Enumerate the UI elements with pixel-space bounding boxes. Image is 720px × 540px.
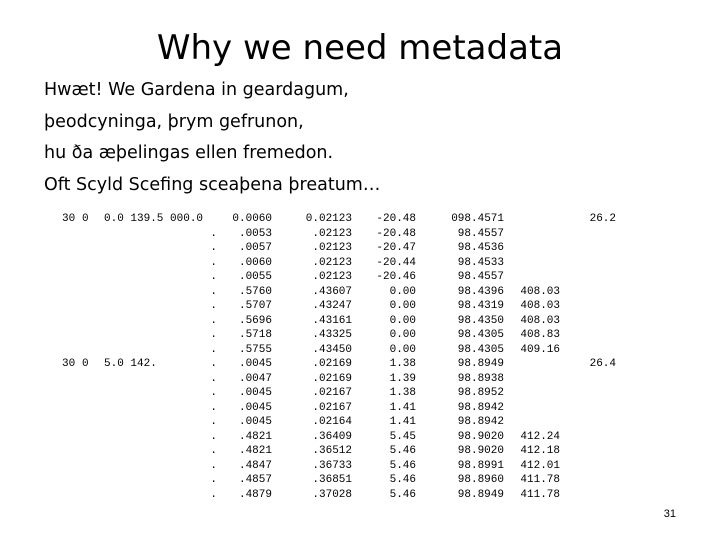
table-cell: .02169 bbox=[312, 358, 352, 370]
table-cell: . bbox=[210, 488, 217, 501]
table-cell: .0045 bbox=[238, 387, 272, 399]
poem-line: þeodcyninga, þrym gefrunon, bbox=[44, 111, 304, 132]
table-cell: 0.00 bbox=[389, 314, 416, 327]
table-cell: 98.8942 bbox=[457, 401, 504, 414]
table-cell: .37028 bbox=[312, 488, 352, 501]
table-cell: 5.46 bbox=[389, 488, 416, 501]
table-cell: 98.4319 bbox=[457, 300, 504, 312]
table-row bbox=[0, 343, 720, 358]
table-cell: 30 bbox=[62, 358, 76, 370]
table-cell: 26.4 bbox=[589, 358, 616, 370]
table-row bbox=[0, 328, 720, 343]
table-cell: 1.39 bbox=[389, 372, 416, 385]
table-cell: 409.16 bbox=[520, 343, 560, 356]
table-cell: .36851 bbox=[312, 474, 352, 486]
table-cell: 98.4557 bbox=[457, 227, 504, 240]
table-row bbox=[0, 285, 720, 300]
table-cell: . bbox=[210, 416, 217, 428]
table-cell: .43161 bbox=[312, 314, 352, 327]
table-cell: . bbox=[210, 242, 217, 254]
table-cell: .02167 bbox=[312, 387, 352, 399]
table-cell: 5.0 142. bbox=[104, 358, 157, 370]
table-cell: .0045 bbox=[238, 358, 272, 370]
table-cell: 098.4571 bbox=[451, 213, 504, 225]
table-cell: 98.4305 bbox=[457, 343, 504, 356]
table-cell: 412.01 bbox=[520, 459, 560, 472]
table-row bbox=[0, 444, 720, 459]
table-cell: -20.44 bbox=[376, 256, 416, 269]
table-cell: .36409 bbox=[312, 430, 352, 443]
table-cell: 408.03 bbox=[520, 285, 560, 298]
table-cell: . bbox=[210, 256, 217, 269]
table-cell: .5718 bbox=[238, 329, 272, 341]
numeric-data-table bbox=[0, 212, 720, 502]
table-cell: . bbox=[210, 343, 217, 356]
table-cell: 412.18 bbox=[520, 445, 560, 457]
table-cell: 1.38 bbox=[389, 358, 416, 370]
table-cell: .0060 bbox=[238, 256, 272, 269]
table-row bbox=[0, 227, 720, 242]
table-row bbox=[0, 357, 720, 372]
table-cell: . bbox=[210, 227, 217, 240]
table-cell: 5.46 bbox=[389, 445, 416, 457]
table-cell: .43325 bbox=[312, 329, 352, 341]
table-cell: .4857 bbox=[238, 474, 272, 486]
table-row bbox=[0, 314, 720, 329]
table-row bbox=[0, 459, 720, 474]
table-cell: 411.78 bbox=[520, 474, 560, 486]
table-cell: .5760 bbox=[238, 285, 272, 298]
table-cell: . bbox=[210, 372, 217, 385]
table-cell: 5.46 bbox=[389, 459, 416, 472]
table-cell: .02164 bbox=[312, 416, 352, 428]
table-cell: 30 bbox=[62, 213, 76, 225]
table-row bbox=[0, 415, 720, 430]
table-cell: -20.46 bbox=[376, 271, 416, 283]
table-cell: -20.48 bbox=[376, 213, 416, 225]
page-number: 31 bbox=[663, 508, 676, 520]
table-cell: .02123 bbox=[312, 242, 352, 254]
table-cell: .0055 bbox=[238, 271, 272, 283]
table-row bbox=[0, 212, 720, 227]
table-cell: 26.2 bbox=[589, 213, 616, 225]
table-cell: 98.8949 bbox=[457, 488, 504, 501]
poem-line: Oft Scyld Scefing sceaþena þreatum… bbox=[44, 174, 381, 195]
table-row bbox=[0, 488, 720, 503]
table-row bbox=[0, 372, 720, 387]
table-cell: .02123 bbox=[312, 271, 352, 283]
table-cell: 412.24 bbox=[520, 430, 560, 443]
table-cell: . bbox=[210, 401, 217, 414]
poem-line: hu ða æþelingas ellen fremedon. bbox=[44, 143, 334, 163]
table-cell: 98.8991 bbox=[457, 459, 504, 472]
table-cell: .02169 bbox=[312, 372, 352, 385]
table-cell: .4847 bbox=[238, 459, 272, 472]
table-cell: 98.8952 bbox=[457, 387, 504, 399]
table-row bbox=[0, 386, 720, 401]
table-cell: 98.4557 bbox=[457, 271, 504, 283]
table-cell: 0.00 bbox=[389, 300, 416, 312]
table-cell: .5707 bbox=[238, 300, 272, 312]
poem-block bbox=[44, 78, 380, 204]
table-cell: . bbox=[210, 459, 217, 472]
table-cell: 0.02123 bbox=[305, 213, 352, 225]
table-row bbox=[0, 473, 720, 488]
table-cell: .36733 bbox=[312, 459, 352, 472]
table-cell: .02167 bbox=[312, 401, 352, 414]
table-cell: 98.9020 bbox=[457, 445, 504, 457]
table-cell: .43607 bbox=[312, 285, 352, 298]
table-cell: .4879 bbox=[238, 488, 272, 501]
table-cell: .43450 bbox=[312, 343, 352, 356]
table-row bbox=[0, 241, 720, 256]
table-cell: 0.0060 bbox=[232, 213, 272, 225]
table-cell: . bbox=[210, 285, 217, 298]
table-cell: -20.47 bbox=[376, 242, 416, 254]
table-cell: 98.8938 bbox=[457, 372, 504, 385]
table-cell: 408.83 bbox=[520, 329, 560, 341]
table-cell: 1.41 bbox=[389, 401, 416, 414]
slide-title: Why we need metadata bbox=[156, 28, 564, 68]
table-row bbox=[0, 430, 720, 445]
table-cell: -20.48 bbox=[376, 227, 416, 240]
table-cell: .4821 bbox=[238, 430, 272, 443]
table-cell: 98.9020 bbox=[457, 430, 504, 443]
table-cell: 0.0 139.5 000.0 bbox=[104, 213, 204, 225]
table-row bbox=[0, 299, 720, 314]
table-row bbox=[0, 256, 720, 271]
table-cell: 98.8942 bbox=[457, 416, 504, 428]
table-cell: . bbox=[210, 474, 217, 486]
table-cell: .02123 bbox=[312, 256, 352, 269]
table-cell: . bbox=[210, 445, 217, 457]
table-cell: 0.00 bbox=[389, 329, 416, 341]
table-cell: 98.4533 bbox=[457, 256, 504, 269]
table-cell: .0057 bbox=[238, 242, 272, 254]
table-cell: 98.8949 bbox=[457, 358, 504, 370]
table-cell: 0 bbox=[82, 213, 89, 225]
table-cell: .0053 bbox=[238, 227, 272, 240]
table-cell: . bbox=[210, 387, 217, 399]
table-row bbox=[0, 401, 720, 416]
table-cell: 1.38 bbox=[389, 387, 416, 399]
table-cell: 98.4396 bbox=[457, 285, 504, 298]
table-cell: .0045 bbox=[238, 401, 272, 414]
table-cell: .4821 bbox=[238, 445, 272, 457]
table-cell: 98.8960 bbox=[457, 474, 504, 486]
table-row bbox=[0, 270, 720, 285]
table-cell: . bbox=[210, 329, 217, 341]
table-cell: 98.4536 bbox=[457, 242, 504, 254]
table-cell: .02123 bbox=[312, 227, 352, 240]
table-cell: .0045 bbox=[238, 416, 272, 428]
table-cell: . bbox=[210, 358, 217, 370]
table-cell: 5.46 bbox=[389, 474, 416, 486]
table-cell: 98.4350 bbox=[457, 314, 504, 327]
table-cell: .43247 bbox=[312, 300, 352, 312]
table-cell: . bbox=[210, 271, 217, 283]
table-cell: .36512 bbox=[312, 445, 352, 457]
table-cell: . bbox=[210, 300, 217, 312]
table-cell: 408.03 bbox=[520, 314, 560, 327]
table-cell: . bbox=[210, 430, 217, 443]
table-cell: 0 bbox=[82, 358, 89, 370]
table-cell: 5.45 bbox=[389, 430, 416, 443]
table-cell: 0.00 bbox=[389, 343, 416, 356]
table-cell: 98.4305 bbox=[457, 329, 504, 341]
table-cell: 0.00 bbox=[389, 285, 416, 298]
table-cell: .5696 bbox=[238, 314, 272, 327]
poem-line: Hwæt! We Gardena in geardagum, bbox=[44, 80, 349, 100]
table-cell: .5755 bbox=[238, 343, 272, 356]
table-cell: .0047 bbox=[238, 372, 272, 385]
table-cell: . bbox=[210, 314, 217, 327]
table-cell: 408.03 bbox=[520, 300, 560, 312]
table-cell: 411.78 bbox=[520, 488, 560, 501]
table-cell: 1.41 bbox=[389, 416, 416, 428]
